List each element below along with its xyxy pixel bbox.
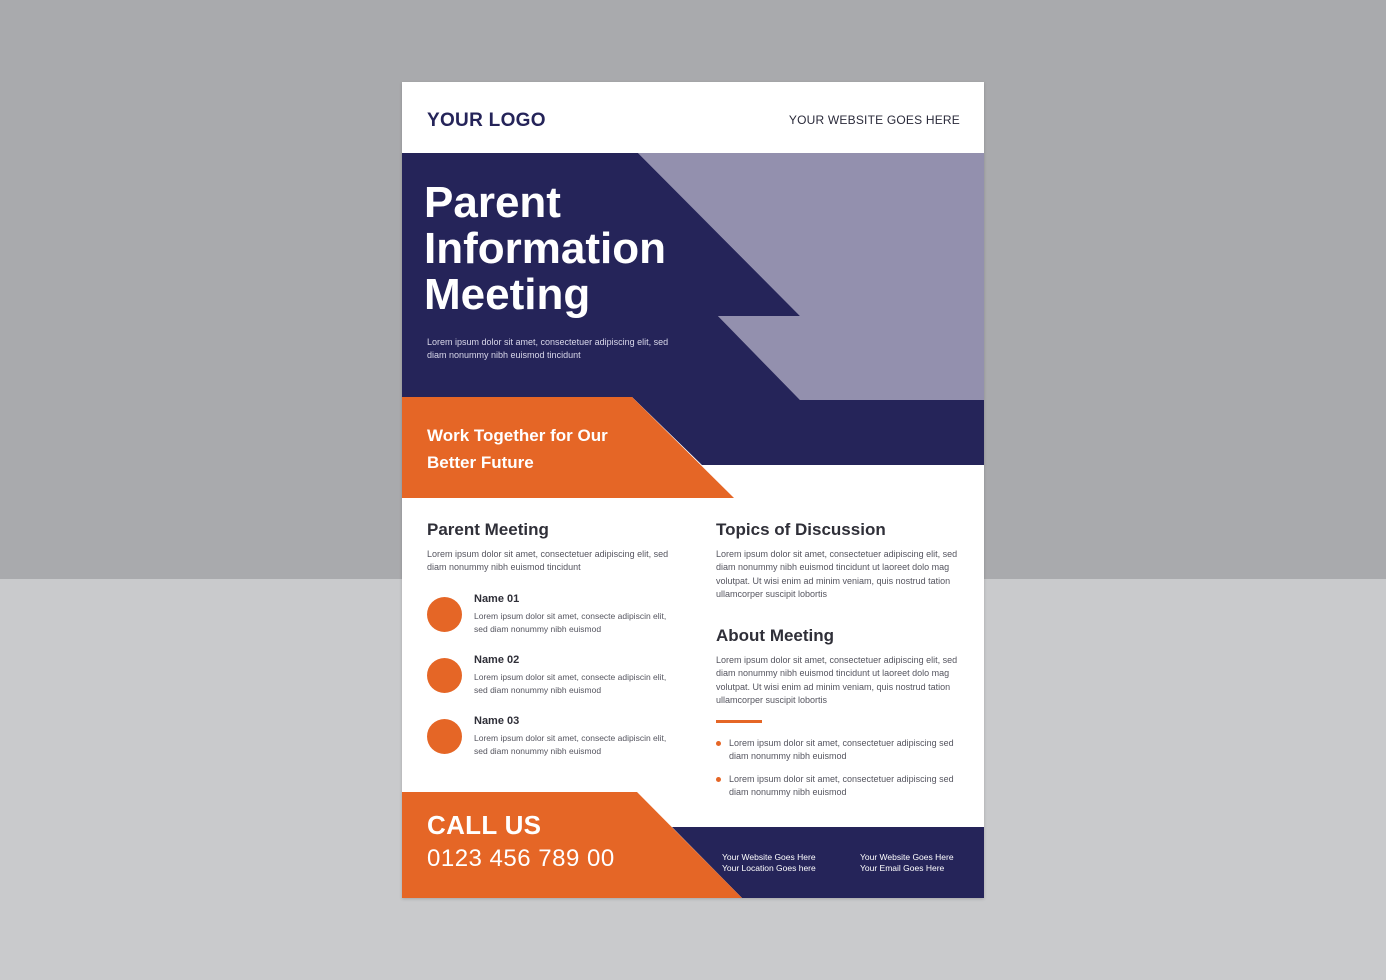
contact-line: Your Location Goes here [722, 863, 816, 873]
person-item [427, 715, 677, 765]
parent-meeting-description: Lorem ipsum dolor sit amet, consectetuer adipiscing elit, sed diam nonummy nibh euismod tincidunt [427, 549, 669, 573]
right-column [716, 519, 966, 798]
hero-title [424, 180, 724, 318]
person-item [427, 593, 677, 643]
contact-line: Your Website Goes Here [860, 852, 954, 862]
hero-title-line: Meeting [424, 270, 591, 319]
topics-heading: Topics of Discussion [716, 520, 886, 539]
contact-line: Your Email Goes Here [860, 863, 945, 873]
tagline [427, 422, 667, 476]
phone-number: 0123 456 789 00 [427, 845, 615, 872]
about-description: Lorem ipsum dolor sit amet, consectetuer adipiscing elit, sed diam nonummy nibh euismod tincidunt ut laoreet dolo mag volutpat. Ut wisi enim ad minim veniam, quis nostrud tation ullamcorper suscipit lobortis [716, 655, 958, 706]
contact-line: Your Website Goes Here [722, 852, 816, 862]
avatar-circle [427, 658, 462, 693]
avatar-circle [427, 597, 462, 632]
tagline-line: Work Together for Our [427, 426, 608, 445]
person-description: Lorem ipsum dolor sit amet, consecte adipiscin elit, sed diam nonummy nibh euismod [474, 611, 667, 634]
accent-divider [716, 720, 762, 723]
tagline-line: Better Future [427, 453, 534, 472]
person-item [427, 654, 677, 704]
bullet-text: Lorem ipsum dolor sit amet, consectetuer adipiscing sed diam nonummy nibh euismod [729, 774, 954, 797]
bullet-dot [716, 777, 721, 782]
person-name: Name 02 [474, 654, 520, 666]
about-heading: About Meeting [716, 626, 835, 646]
call-us-label: CALL US [427, 810, 542, 840]
person-description: Lorem ipsum dolor sit amet, consecte adipiscin elit, sed diam nonummy nibh euismod [474, 672, 667, 695]
person-name: Name 03 [474, 715, 520, 727]
bullet-item [716, 773, 961, 798]
logo-text: YOUR LOGO [427, 110, 546, 131]
hero-title-line: Parent [424, 178, 561, 227]
avatar-circle [427, 719, 462, 754]
parent-meeting-heading: Parent Meeting [427, 520, 549, 539]
parent-meeting-section [427, 519, 677, 756]
topics-description: Lorem ipsum dolor sit amet, consectetuer adipiscing elit, sed diam nonummy nibh euismod tincidunt ut laoreet dolo mag volutpat. Ut wisi enim ad minim veniam, quis nostrud tation ullamcorper suscipit lobortis [716, 549, 958, 599]
website-text: YOUR WEBSITE GOES HERE [788, 113, 960, 127]
hero-description: Lorem ipsum dolor sit amet, consectetuer adipiscing elit, sed diam nonummy nibh euismod tincidunt [427, 337, 669, 360]
flyer-page [402, 82, 984, 898]
bullet-dot [716, 741, 721, 746]
contact-block-right [860, 852, 954, 874]
bullet-item [716, 737, 961, 762]
person-description: Lorem ipsum dolor sit amet, consecte adipiscin elit, sed diam nonummy nibh euismod [474, 733, 667, 756]
contact-block-left [722, 852, 816, 874]
person-name: Name 01 [474, 593, 520, 605]
bullet-text: Lorem ipsum dolor sit amet, consectetuer adipiscing sed diam nonummy nibh euismod [729, 738, 954, 761]
hero-title-line: Information [424, 224, 666, 273]
